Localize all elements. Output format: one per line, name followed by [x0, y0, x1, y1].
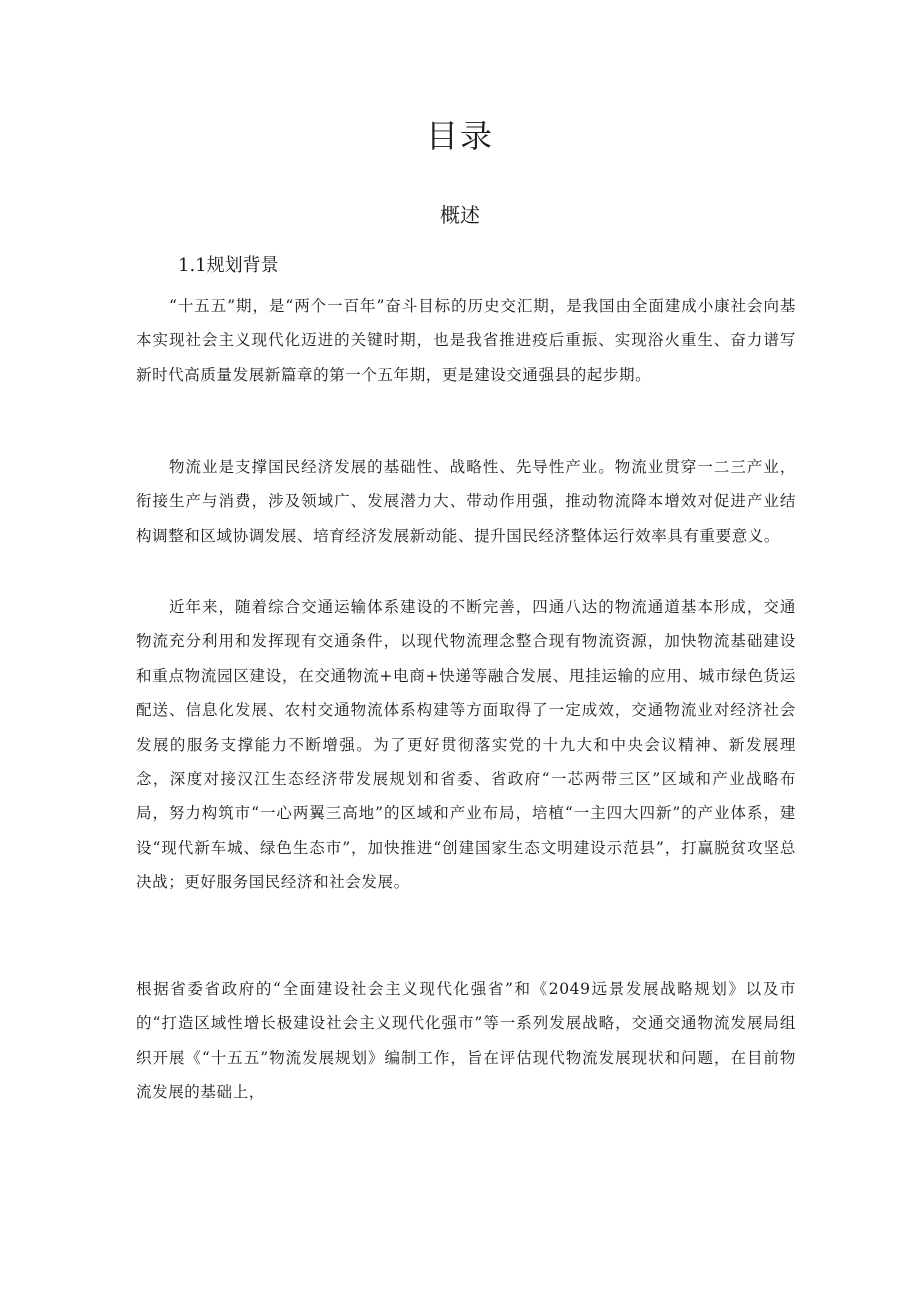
paragraph-recent-development: 近年来，随着综合交通运输体系建设的不断完善，四通八达的物流通道基本形成，交通物流充分利用和发挥现有交通条件，以现代物流理念整合现有物流资源，加快物流基础建设和重点物流园区建设，在交通物流+电商+快递等融合发展、甩挂运输的应用、城市绿色货运配送、信息化发展、农村交通物流体系构建等方面取得了一定成效，交通物流业对经济社会发展的服务支撑能力不断增强。为了更好贯彻落实党的十九大和中央会议精神、新发展理念，深度对接汉江生态经济带发展规划和省委、省政府“一芯两带三区”区域和产业战略布局，努力构筑市“一心两翼三高地”的区域和产业布局，培植“一主四大四新”的产业体系，建设“现代新车城、绿色生态市”，加快推进“创建国家生态文明建设示范县”，打赢脱贫攻坚总决战；更好服务国民经济和社会发展。	[136, 598, 796, 892]
paragraph-planning-period: “十五五”期，是“两个一百年”奋斗目标的历史交汇期，是我国由全面建成小康社会向基本实现社会主义现代化迈进的关键时期，也是我省推进疫后重振、实现浴火重生、奋力谱写新时代高质量发展新篇章的第一个五年期，更是建设交通强县的起步期。	[136, 297, 796, 384]
chapter-title: 概述	[440, 203, 480, 227]
section-heading: 1.1规划背景	[178, 255, 279, 276]
paragraph-planning-basis: 根据省委省政府的“全面建设社会主义现代化强省”和《2049远景发展战略规划》以及市的“打造区域性增长极建设社会主义现代化强市”等一系列发展战略，交通交通物流发展局组织开展《“十五五”物流发展规划》编制工作，旨在评估现代物流发展现状和问题，在目前物流发展的基础上，	[136, 980, 796, 1102]
paragraph-logistics-industry: 物流业是支撑国民经济发展的基础性、战略性、先导性产业。物流业贯穿一二三产业，衔接生产与消费，涉及领域广、发展潜力大、带动作用强，推动物流降本增效对促进产业结构调整和区域协调发展、培育经济发展新动能、提升国民经济整体运行效率具有重要意义。	[136, 458, 796, 545]
document-title: 目录	[425, 117, 494, 155]
